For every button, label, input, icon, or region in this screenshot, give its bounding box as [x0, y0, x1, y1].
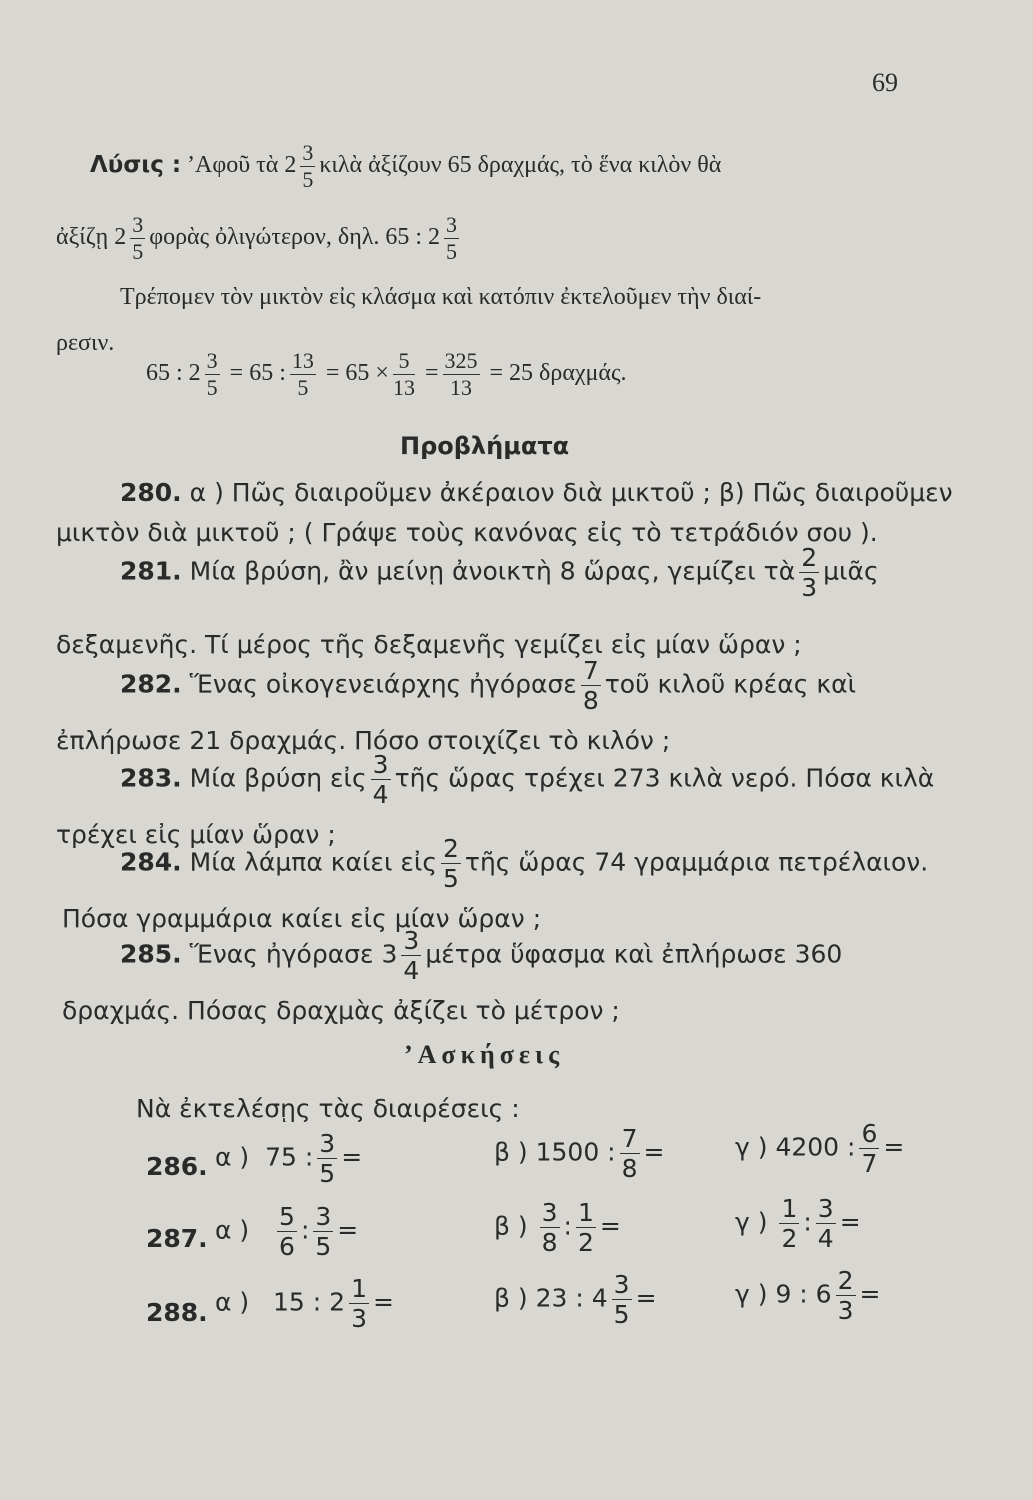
- fraction: $\frac{1}{2}$: [577, 1198, 594, 1257]
- exercises-intro: Νὰ ἐκτελέσῃς τὰς διαιρέσεις :: [136, 1094, 520, 1123]
- fraction: $\frac{3}{5}$: [206, 348, 218, 400]
- exercise-288-b: β ) 23 : 4 $\frac{3}{5}$ =: [494, 1270, 657, 1329]
- problem-284-line-1: [120, 836, 928, 891]
- problem-number: 284.: [120, 847, 182, 877]
- problem-text: Μία βρύση εἰς: [189, 763, 367, 793]
- problem-number: 281.: [120, 556, 182, 586]
- solution-line-4: ρεσιν.: [56, 330, 115, 356]
- eq-part: = 65 :: [229, 360, 286, 387]
- exercises-heading: ’Ασκήσεις: [404, 1040, 565, 1069]
- solution-line-3: Τρέπομεν τὸν μικτὸν εἰς κλάσμα καὶ κατόπιν ἐκτελοῦμεν τὴν διαί-: [120, 284, 762, 310]
- fraction: $\frac{3}{5}$: [613, 1270, 630, 1329]
- problem-text: μιᾶς: [823, 556, 879, 586]
- fraction: $\frac{2}{3}$: [837, 1266, 854, 1325]
- exercise-288-a: α ) 15 : 2 $\frac{1}{3}$ =: [215, 1274, 394, 1333]
- exercise-287-a: α ) $\frac{5}{6}$ : $\frac{3}{5}$ =: [215, 1202, 359, 1261]
- solution-text: φορὰς ὀλιγώτερον, δηλ. 65 : 2: [149, 224, 441, 251]
- problem-number: 282.: [120, 669, 182, 699]
- problem-text: μέτρα ὕφασμα καὶ ἐπλήρωσε 360: [425, 939, 843, 969]
- problem-284-line-2: Πόσα γραμμάρια καίει εἰς μίαν ὥραν ;: [62, 904, 542, 933]
- solution-text: ἀξίζῃ 2: [56, 224, 127, 251]
- exercise-286-number: 286.: [146, 1152, 208, 1181]
- fraction: $\frac{3}{4}$: [372, 750, 389, 809]
- exercise-288-number: 288.: [146, 1298, 208, 1327]
- fraction: $\frac{3}{5}$: [315, 1202, 332, 1261]
- eq-part: = 25 δραχμάς.: [489, 360, 627, 387]
- solution-label: Λύσις :: [90, 152, 182, 179]
- fraction: $\frac{1}{2}$: [781, 1194, 798, 1253]
- exercise-286-b: β ) 1500 : $\frac{7}{8}$ =: [494, 1124, 665, 1183]
- exercise-286-a: α ) 75 : $\frac{3}{5}$ =: [215, 1129, 363, 1188]
- problem-281-line-1: [120, 545, 879, 600]
- fraction: $\frac{3}{4}$: [403, 926, 420, 985]
- solution-line-1: [90, 142, 721, 191]
- fraction: $\frac{325}{13}$: [444, 348, 478, 400]
- fraction: $\frac{3}{8}$: [541, 1198, 558, 1257]
- exercise-286-c: γ ) 4200 : $\frac{6}{7}$ =: [735, 1119, 905, 1178]
- fraction: $\frac{3}{5}$: [319, 1129, 336, 1188]
- fraction: $\frac{5}{13}$: [392, 348, 415, 400]
- exercise-287-number: 287.: [146, 1224, 208, 1253]
- solution-equation: [146, 350, 627, 399]
- fraction: $\frac{3}{4}$: [817, 1194, 834, 1253]
- problem-285-line-2: δραχμάς. Πόσας δραχμὰς ἀξίζει τὸ μέτρον ;: [62, 996, 620, 1025]
- problem-text: τῆς ὥρας 74 γραμμάρια πετρέλαιον.: [464, 847, 929, 877]
- fraction: $\frac{7}{8}$: [621, 1124, 638, 1183]
- problem-281-line-2: δεξαμενῆς. Τί μέρος τῆς δεξαμενῆς γεμίζει εἰς μίαν ὥραν ;: [56, 630, 802, 659]
- eq-part: 65 : 2: [146, 360, 201, 387]
- fraction: $\frac{7}{8}$: [582, 656, 599, 715]
- problems-heading: Προβλήματα: [400, 432, 570, 460]
- problem-text: Ἕνας ἠγόρασε 3: [189, 939, 398, 969]
- problem-text: Μία λάμπα καίει εἰς: [189, 847, 437, 877]
- problem-number: 285.: [120, 939, 182, 969]
- problem-text: α ) Πῶς διαιροῦμεν ἀκέραιον διὰ μικτοῦ ; β) Πῶς διαιροῦμεν: [189, 478, 953, 507]
- problem-number: 283.: [120, 763, 182, 793]
- fraction: $\frac{3}{5}$: [302, 140, 314, 192]
- solution-line-2: [56, 214, 463, 263]
- fraction: $\frac{13}{5}$: [291, 348, 314, 400]
- exercise-287-c: γ ) $\frac{1}{2}$ : $\frac{3}{4}$ =: [735, 1194, 861, 1253]
- fraction: $\frac{3}{5}$: [132, 212, 144, 264]
- problem-283-line-1: [120, 752, 934, 807]
- exercise-288-c: γ ) 9 : 6 $\frac{2}{3}$ =: [735, 1266, 881, 1325]
- problem-280-line-2: μικτὸν διὰ μικτοῦ ; ( Γράψε τοὺς κανόνας εἰς τὸ τετράδιόν σου ).: [56, 518, 878, 547]
- problem-text: τοῦ κιλοῦ κρέας καὶ: [604, 669, 857, 699]
- fraction: $\frac{2}{5}$: [443, 834, 459, 893]
- solution-text: κιλὰ ἀξίζουν 65 δραχμάς, τὸ ἕνα κιλὸν θὰ: [319, 152, 722, 179]
- eq-part: =: [424, 360, 439, 387]
- fraction: $\frac{6}{7}$: [861, 1119, 878, 1178]
- problem-text: τῆς ὥρας τρέχει 273 κιλὰ νερό. Πόσα κιλὰ: [394, 763, 935, 793]
- problem-280-line-1: [120, 478, 953, 507]
- problem-282-line-2: ἐπλήρωσε 21 δραχμάς. Πόσο στοιχίζει τὸ κιλόν ;: [56, 726, 671, 755]
- exercise-287-b: β ) $\frac{3}{8}$ : $\frac{1}{2}$ =: [494, 1198, 621, 1257]
- solution-text: ’Αφοῦ τὰ 2: [187, 152, 297, 179]
- problem-number: 280.: [120, 478, 182, 507]
- fraction: $\frac{2}{3}$: [801, 543, 818, 602]
- page-number: 69: [872, 68, 898, 97]
- problem-282-line-1: [120, 658, 856, 713]
- problem-283-line-2: τρέχει εἰς μίαν ὥραν ;: [56, 820, 336, 849]
- problem-text: Ἕνας οἰκογενειάρχης ἠγόρασε: [189, 669, 577, 699]
- problem-text: Μία βρύση, ἂν μείνῃ ἀνοικτὴ 8 ὥρας, γεμίζει τὰ: [189, 556, 796, 586]
- fraction: $\frac{3}{5}$: [446, 212, 458, 264]
- fraction: $\frac{1}{3}$: [351, 1274, 367, 1333]
- fraction: $\frac{5}{6}$: [279, 1202, 295, 1261]
- problem-285-line-1: [120, 928, 842, 983]
- eq-part: = 65 ×: [325, 360, 389, 387]
